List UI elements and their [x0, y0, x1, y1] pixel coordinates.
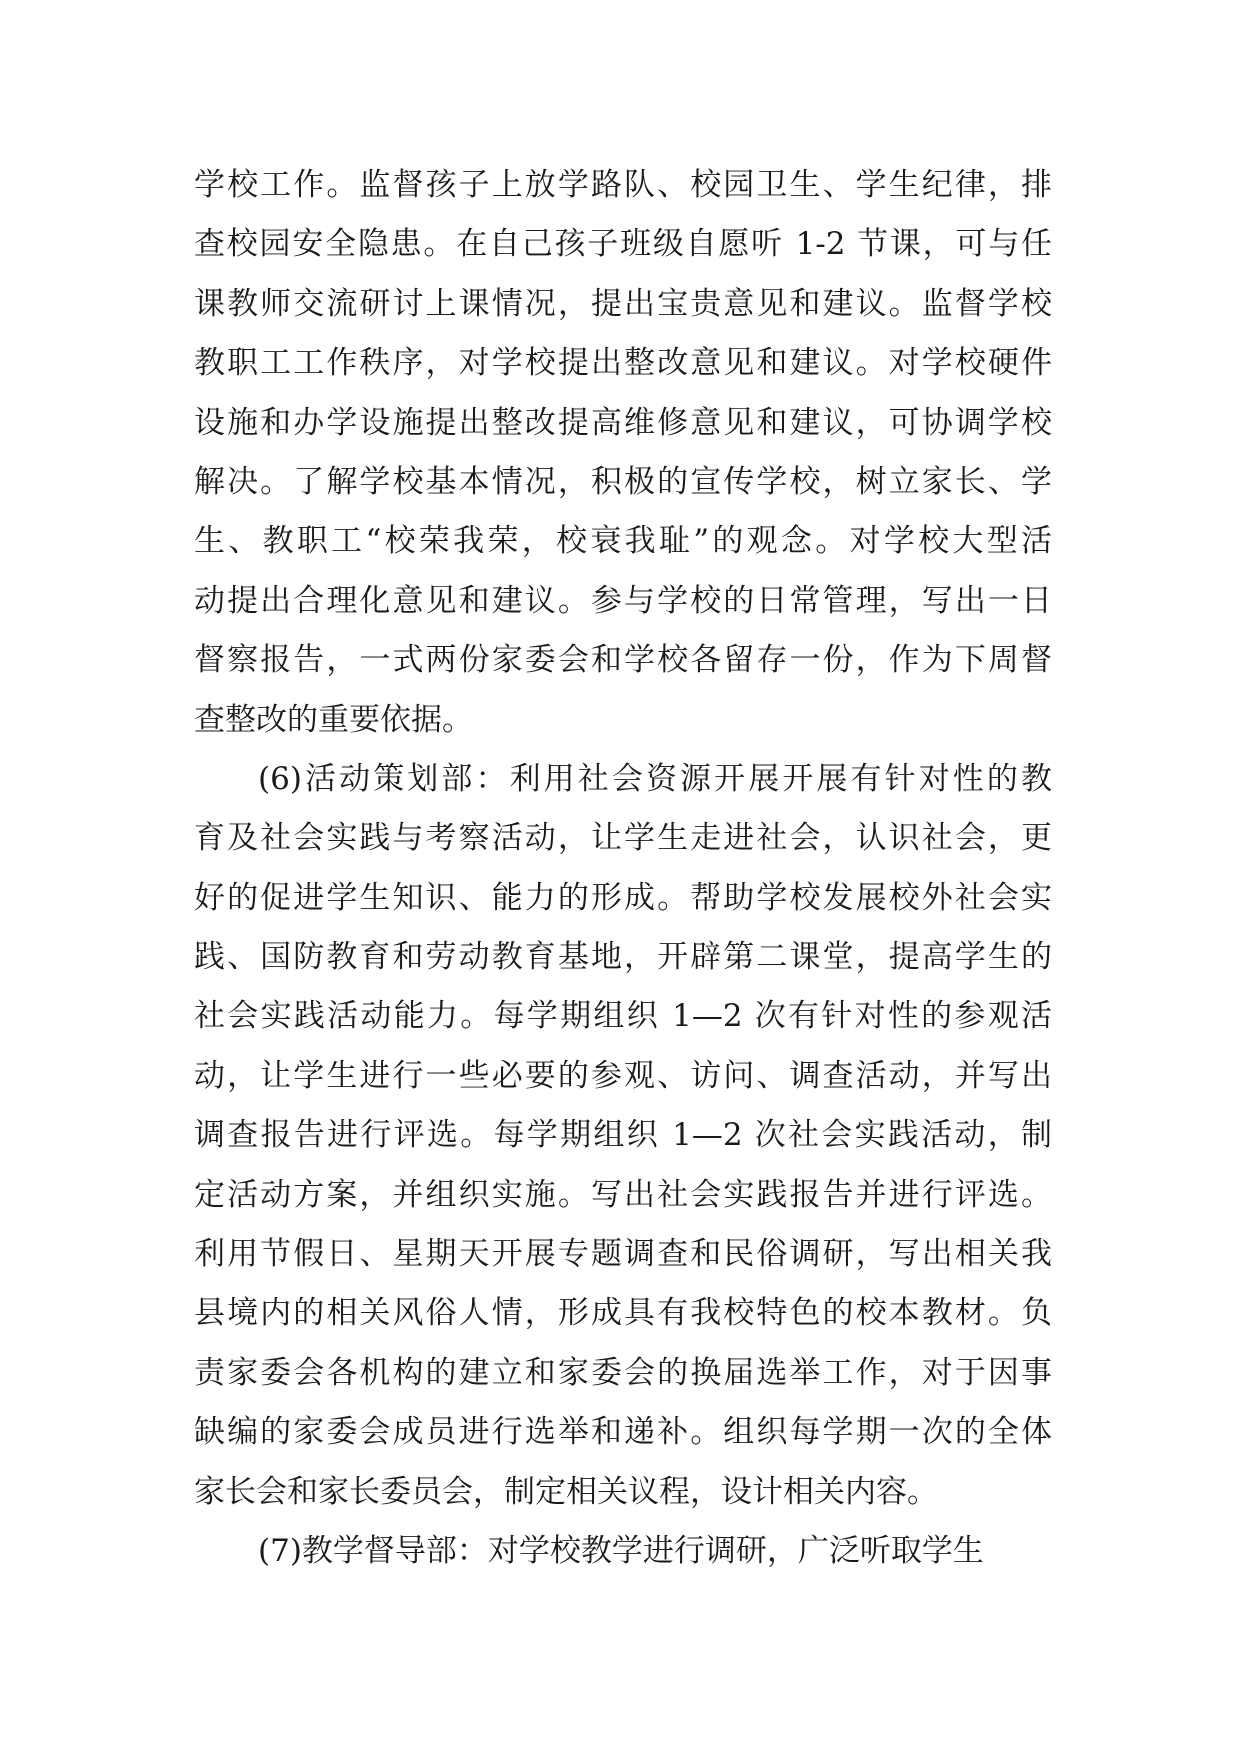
text-line: 调查报告进行评选。每学期组织 1—2 次社会实践活动，制: [194, 1117, 1052, 1154]
text-line: 查整改的重要依据。: [194, 701, 473, 738]
body-text: [194, 156, 1052, 1581]
text-line: 家长会和家长委员会，制定相关议程，设计相关内容。: [194, 1473, 938, 1510]
text-line: 生、教职工“校荣我荣，校衰我耻”的观念。对学校大型活: [194, 523, 1052, 560]
section-heading-line: (7)教学督导部：对学校教学进行调研，广泛听取学生: [258, 1532, 984, 1569]
text-line: 缺编的家委会成员进行选举和递补。组织每学期一次的全体: [194, 1414, 1052, 1451]
text-line: 督察报告，一式两份家委会和学校各留存一份，作为下周督: [194, 642, 1052, 679]
text-line: 查校园安全隐患。在自己孩子班级自愿听 1-2 节课，可与任: [194, 226, 1052, 263]
text-line: 践、国防教育和劳动教育基地，开辟第二课堂，提高学生的: [194, 939, 1052, 976]
text-line: 课教师交流研讨上课情况，提出宝贵意见和建议。监督学校: [194, 285, 1052, 322]
text-line: 定活动方案，并组织实施。写出社会实践报告并进行评选。: [194, 1176, 1052, 1213]
text-line: 育及社会实践与考察活动，让学生走进社会，认识社会，更: [194, 820, 1052, 857]
text-line: 责家委会各机构的建立和家委会的换届选举工作，对于因事: [194, 1354, 1052, 1391]
text-line: 动提出合理化意见和建议。参与学校的日常管理，写出一日: [194, 582, 1052, 619]
text-line: 教职工工作秩序，对学校提出整改意见和建议。对学校硬件: [194, 345, 1052, 382]
section-heading-line: (6)活动策划部：利用社会资源开展开展有针对性的教: [258, 760, 1052, 797]
text-line: 县境内的相关风俗人情，形成具有我校特色的校本教材。负: [194, 1295, 1052, 1332]
text-line: 好的促进学生知识、能力的形成。帮助学校发展校外社会实: [194, 879, 1052, 916]
text-line: 利用节假日、星期天开展专题调查和民俗调研，写出相关我: [194, 1236, 1052, 1273]
text-line: 设施和办学设施提出整改提高维修意见和建议，可协调学校: [194, 404, 1052, 441]
text-line: 社会实践活动能力。每学期组织 1—2 次有针对性的参观活: [194, 998, 1052, 1035]
text-line: 学校工作。监督孩子上放学路队、校园卫生、学生纪律，排: [194, 167, 1052, 203]
text-line: 动，让学生进行一些必要的参观、访问、调查活动，并写出: [194, 1057, 1052, 1094]
text-line: 解决。了解学校基本情况，积极的宣传学校，树立家长、学: [194, 463, 1052, 500]
